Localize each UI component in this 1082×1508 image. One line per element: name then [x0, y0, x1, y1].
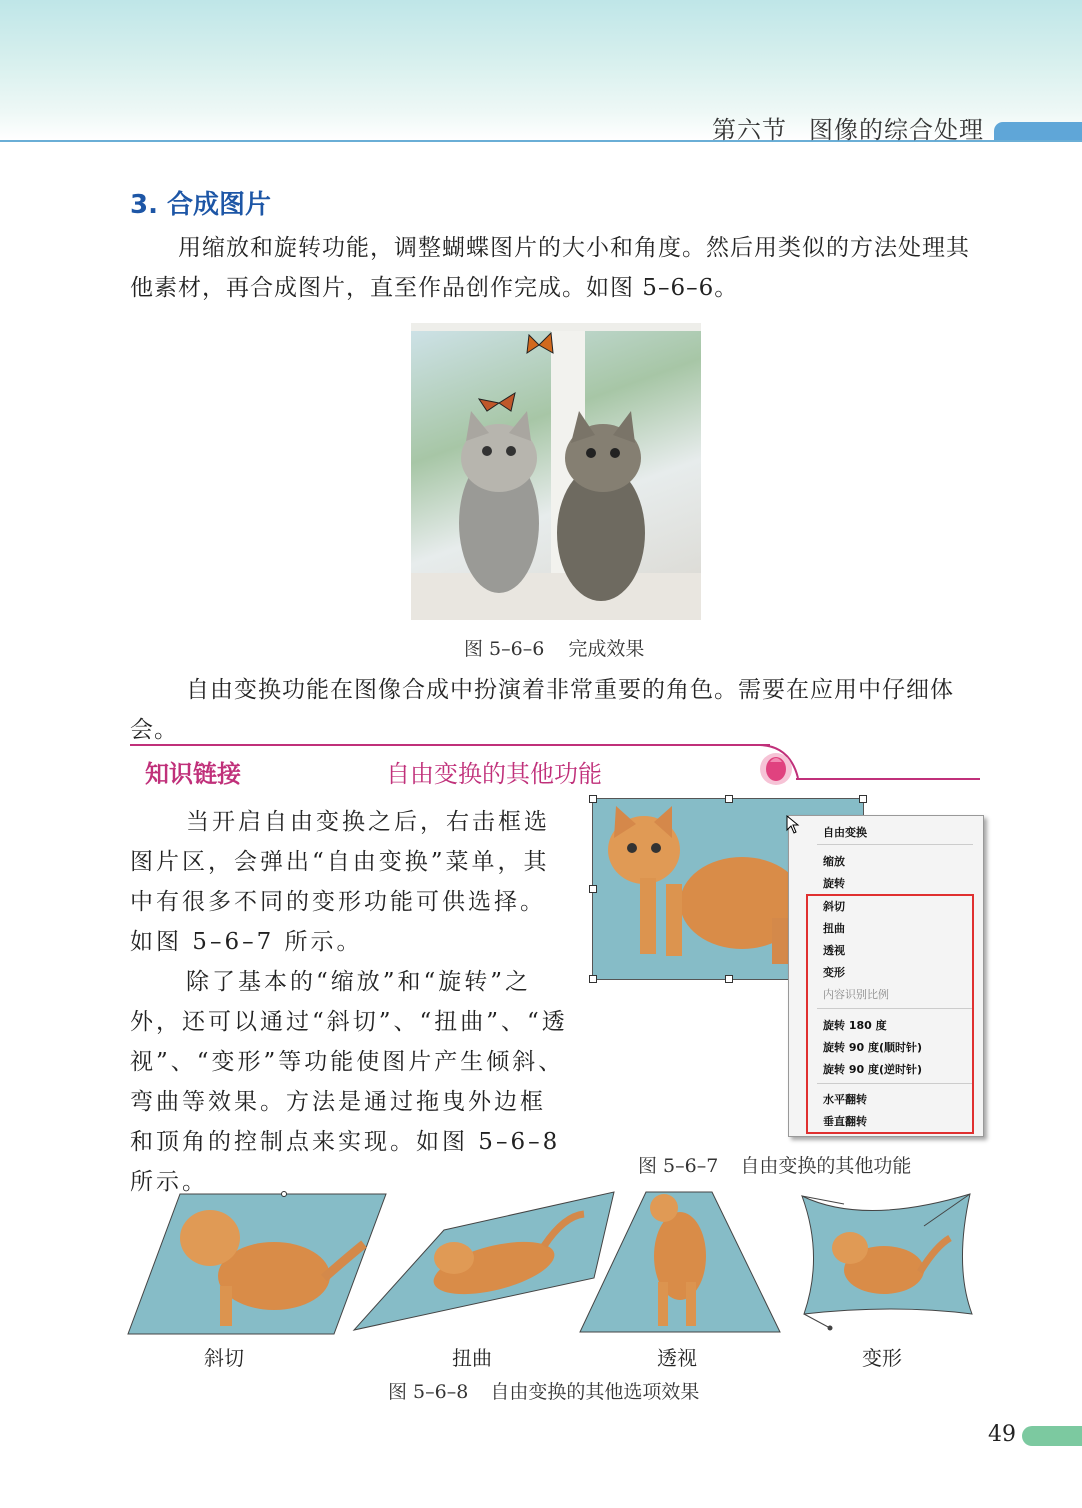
caption-number: 图 5–6–7 [638, 1155, 719, 1177]
caption-number: 图 5–6–8 [388, 1381, 469, 1403]
paragraph-free-transform: 自由变换功能在图像合成中扮演着非常重要的角色。需要在应用中仔细体会。 [130, 677, 954, 743]
caption-number: 图 5–6–6 [464, 638, 545, 660]
menu-item-rotate-90-cw[interactable]: 旋转 90 度(顺时针) [823, 1041, 923, 1054]
menu-item-free-transform[interactable]: 自由变换 [823, 826, 867, 839]
knowledge-link-label: 知识链接 [145, 760, 241, 788]
paragraph-intro: 用缩放和旋转功能，调整蝴蝶图片的大小和角度。然后用类似的方法处理其他素材，再合成图片，直至作品创作完成。如图 5–6–6。 [130, 235, 970, 301]
figure-5-6-8-caption [388, 1377, 699, 1404]
kittens-butterflies-photo [411, 323, 701, 620]
variant-label-warp: 变形 [862, 1346, 902, 1370]
section-heading: 3. 合成图片 [130, 190, 272, 220]
transform-variants-figure [124, 1186, 984, 1344]
knowledge-link-title: 自由变换的其他功能 [386, 760, 602, 788]
cursor-arrow-icon [786, 815, 802, 835]
variant-label-skew: 斜切 [204, 1346, 244, 1370]
distort-example [354, 1192, 614, 1330]
knowledge-link-body [130, 802, 570, 1202]
flower-icon [756, 750, 796, 788]
menu-item-perspective[interactable]: 透视 [823, 944, 845, 957]
caption-text: 自由变换的其他功能 [740, 1155, 912, 1177]
variant-label-distort: 扭曲 [452, 1346, 492, 1370]
transform-handle[interactable] [589, 885, 597, 893]
menu-item-rotate-180[interactable]: 旋转 180 度 [823, 1019, 887, 1032]
caption-text: 自由变换的其他选项效果 [490, 1381, 700, 1403]
knowledge-link-rule [130, 744, 770, 746]
menu-item-flip-vertical[interactable]: 垂直翻转 [823, 1115, 867, 1128]
transform-handle[interactable] [725, 795, 733, 803]
menu-separator [817, 844, 973, 845]
menu-highlight-box [806, 894, 974, 1134]
transform-handle[interactable] [725, 975, 733, 983]
transform-handle[interactable] [589, 975, 597, 983]
perspective-example [580, 1192, 780, 1332]
menu-item-rotate[interactable]: 旋转 [823, 877, 845, 890]
knowledge-link-rule-right [796, 778, 980, 780]
header-tab [994, 122, 1082, 140]
menu-item-skew[interactable]: 斜切 [823, 900, 845, 913]
knowledge-link-paragraph-2: 除了基本的“缩放”和“旋转”之外，还可以通过“斜切”、“扭曲”、“透视”、“变形”等功能使图片产生倾斜、弯曲等效果。方法是通过拖曳外边框和顶角的控制点来实现。如图 5–6–8 所示。 [130, 969, 568, 1195]
warp-example [802, 1194, 972, 1331]
chapter-title [712, 110, 984, 145]
knowledge-link-paragraph-1: 当开启自由变换之后，右击框选图片区，会弹出“自由变换”菜单，其中有很多不同的变形功能可供选择。如图 5–6–7 所示。 [130, 809, 550, 955]
menu-item-warp[interactable]: 变形 [823, 966, 845, 979]
skew-example [128, 1192, 386, 1335]
menu-item-content-aware-scale: 内容识别比例 [823, 988, 889, 1001]
menu-item-flip-horizontal[interactable]: 水平翻转 [823, 1093, 867, 1106]
section-title: 图像的综合处理 [809, 116, 984, 144]
section-number: 第六节 [712, 116, 787, 144]
page-tab [1022, 1426, 1082, 1446]
transform-handle[interactable] [859, 795, 867, 803]
figure-5-6-6-caption [464, 634, 644, 661]
menu-item-rotate-90-ccw[interactable]: 旋转 90 度(逆时针) [823, 1063, 923, 1076]
variant-label-perspective: 透视 [657, 1346, 697, 1370]
menu-item-distort[interactable]: 扭曲 [823, 922, 845, 935]
transform-handle[interactable] [589, 795, 597, 803]
menu-item-scale[interactable]: 缩放 [823, 855, 845, 868]
caption-text: 完成效果 [568, 638, 645, 660]
page-number: 49 [988, 1422, 1016, 1447]
figure-5-6-7-caption [638, 1151, 911, 1178]
